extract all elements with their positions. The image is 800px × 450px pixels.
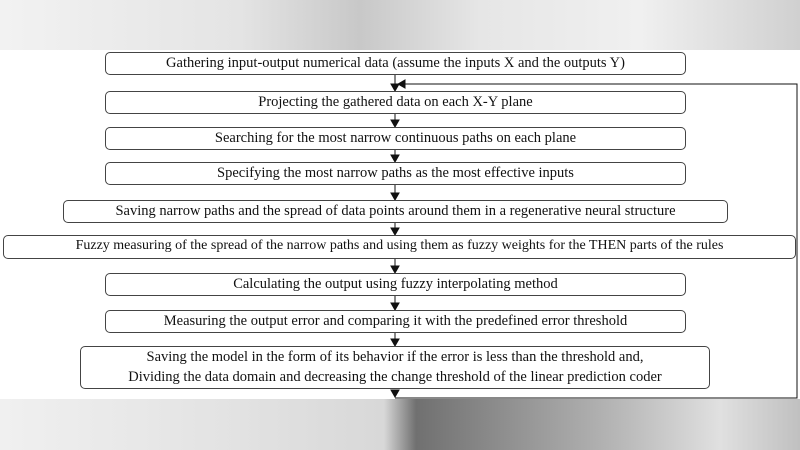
- step-specify-inputs: Specifying the most narrow paths as the most effective inputs: [105, 162, 686, 185]
- step-save-model-line2: Dividing the data domain and decreasing the change threshold of the linear prediction coder: [128, 369, 662, 385]
- step-save-model-line1: Saving the model in the form of its behavior if the error is less than the threshold and,: [146, 349, 644, 365]
- step-save-model: [80, 346, 710, 389]
- step-measure-error: Measuring the output error and comparing it with the predefined error threshold: [105, 310, 686, 333]
- step-fuzzy-measure: Fuzzy measuring of the spread of the narrow paths and using them as fuzzy weights for the THEN parts of the rules: [3, 235, 796, 259]
- step-gather-data: Gathering input-output numerical data (assume the inputs X and the outputs Y): [105, 52, 686, 75]
- arrow-head-icon: [391, 303, 399, 310]
- arrow-head-icon: [391, 266, 399, 273]
- arrow-head-icon: [391, 193, 399, 200]
- step-project-data: Projecting the gathered data on each X-Y plane: [105, 91, 686, 114]
- arrow-head-icon: [391, 120, 399, 127]
- background-bottom: [0, 399, 800, 450]
- step-calculate-output: Calculating the output using fuzzy interpolating method: [105, 273, 686, 296]
- arrow-head-icon: [391, 339, 399, 346]
- feedback-arrow-head-icon: [398, 80, 405, 88]
- arrow-head-icon: [391, 155, 399, 162]
- step-search-paths: Searching for the most narrow continuous paths on each plane: [105, 127, 686, 150]
- arrow-head-icon: [391, 84, 399, 91]
- arrow-head-icon: [391, 228, 399, 235]
- arrow-head-icon: [391, 390, 399, 397]
- step-save-paths: Saving narrow paths and the spread of data points around them in a regenerative neural structure: [63, 200, 728, 223]
